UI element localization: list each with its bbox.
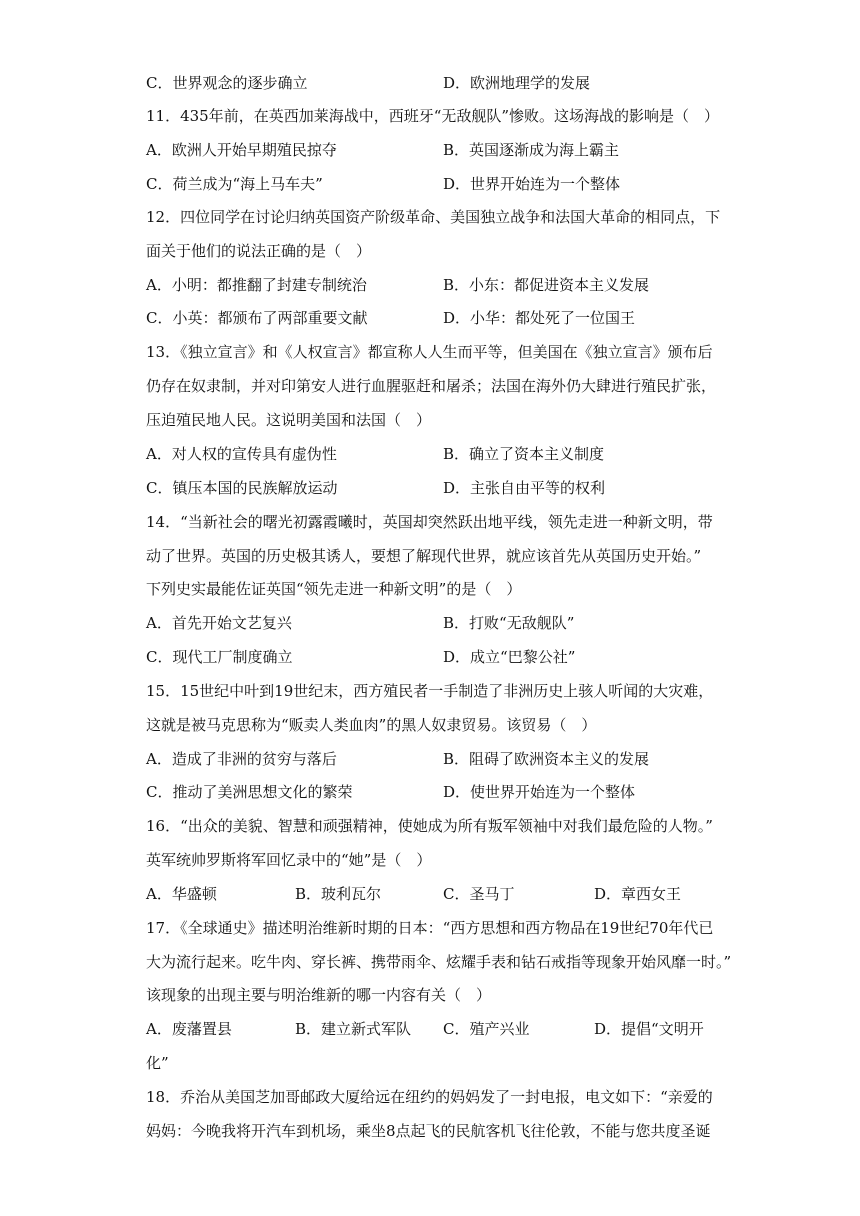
q18-stem-line-2: 妈妈：今晚我将开汽车到机场，乘坐8点起飞的民航客机飞往伦敦，不能与您共度圣诞 — [146, 1122, 711, 1140]
q15-option-c: C．推动了美洲思想文化的繁荣 — [146, 783, 353, 801]
q13-option-d: D．主张自由平等的权利 — [443, 479, 606, 497]
q15-stem-line-2: 这就是被马克思称为“贩卖人类血肉”的黑人奴隶贸易。该贸易（ ） — [146, 716, 597, 734]
q17-option-c: C．殖产兴业 — [443, 1020, 530, 1038]
q17-stem-line-2: 大为流行起来。吃牛肉、穿长裤、携带雨伞、炫耀手表和钻石戒指等现象开始风靡一时。” — [146, 953, 732, 971]
q16-option-d: D．章西女王 — [594, 885, 682, 903]
q12-stem-line-1: 12．四位同学在讨论归纳英国资产阶级革命、美国独立战争和法国大革命的相同点，下 — [146, 208, 721, 226]
q11-option-a: A．欧洲人开始早期殖民掠夺 — [146, 141, 337, 159]
q12-option-c: C．小英：都颁布了两部重要文献 — [146, 309, 368, 327]
q14-option-c: C．现代工厂制度确立 — [146, 648, 293, 666]
q16-stem-line-2: 英军统帅罗斯将军回忆录中的“她”是（ ） — [146, 851, 432, 869]
q16-stem-line-1: 16．“出众的美貌、智慧和顽强精神，使她成为所有叛军领袖中对我们最危险的人物。” — [146, 817, 713, 835]
q13-option-b: B．确立了资本主义制度 — [443, 445, 605, 463]
q17-stem-line-3: 该现象的出现主要与明治维新的哪一内容有关（ ） — [146, 986, 492, 1004]
q11-option-d: D．世界开始连为一个整体 — [443, 175, 621, 193]
q17-stem-line-1: 17．《全球通史》描述明治维新时期的日本：“西方思想和西方物品在19世纪70年代已 — [146, 919, 714, 937]
q13-stem-line-1: 13．《独立宣言》和《人权宣言》都宣称人人生而平等，但美国在《独立宣言》颁布后 — [146, 343, 713, 361]
q10-option-c: C．世界观念的逐步确立 — [146, 74, 308, 92]
q14-option-d: D．成立“巴黎公社” — [443, 648, 576, 666]
q14-option-b: B．打败“无敌舰队” — [443, 614, 575, 632]
q14-stem-line-2: 动了世界。英国的历史极其诱人，要想了解现代世界，就应该首先从英国历史开始。” — [146, 547, 702, 565]
q11-option-c: C．荷兰成为“海上马车夫” — [146, 175, 323, 193]
q17-option-a: A．废藩置县 — [146, 1020, 232, 1038]
q12-option-d: D．小华：都处死了一位国王 — [443, 309, 636, 327]
q15-option-b: B．阻碍了欧洲资本主义的发展 — [443, 750, 650, 768]
q14-stem-line-3: 下列史实最能佐证英国“领先走进一种新文明”的是（ ） — [146, 580, 522, 598]
q15-option-a: A．造成了非洲的贫穷与落后 — [146, 750, 337, 768]
q13-option-c: C．镇压本国的民族解放运动 — [146, 479, 338, 497]
q17-option-d: D．提倡“文明开 — [594, 1020, 704, 1038]
q17-option-b: B．建立新式军队 — [295, 1020, 412, 1038]
q17-option-d-wrap: 化” — [146, 1054, 169, 1072]
q12-option-b: B．小东：都促进资本主义发展 — [443, 276, 650, 294]
q12-stem-line-2: 面关于他们的说法正确的是（ ） — [146, 242, 372, 260]
q16-option-a: A．华盛顿 — [146, 885, 217, 903]
q14-stem-line-1: 14．“当新社会的曙光初露霞曦时，英国却突然跃出地平线，领先走进一种新文明，带 — [146, 513, 713, 531]
q18-stem-line-1: 18．乔治从美国芝加哥邮政大厦给远在纽约的妈妈发了一封电报，电文如下：“亲爱的 — [146, 1088, 713, 1106]
q15-stem-line-1: 15．15世纪中叶到19世纪末，西方殖民者一手制造了非洲历史上骇人听闻的大灾难， — [146, 682, 714, 700]
q13-stem-line-3: 压迫殖民地人民。这说明美国和法国（ ） — [146, 411, 432, 429]
q14-option-a: A．首先开始文艺复兴 — [146, 614, 292, 632]
q16-option-c: C．圣马丁 — [443, 885, 515, 903]
q12-option-a: A．小明：都推翻了封建专制统治 — [146, 276, 367, 294]
q11-stem-line-1: 11．435年前，在英西加莱海战中，西班牙“无敌舰队”惨败。这场海战的影响是（ ） — [146, 107, 720, 125]
q13-option-a: A．对人权的宣传具有虚伪性 — [146, 445, 337, 463]
q15-option-d: D．使世界开始连为一个整体 — [443, 783, 636, 801]
q16-option-b: B．玻利瓦尔 — [295, 885, 382, 903]
q13-stem-line-2: 仍存在奴隶制，并对印第安人进行血腥驱赶和屠杀；法国在海外仍大肆进行殖民扩张， — [146, 377, 717, 395]
q10-option-d: D．欧洲地理学的发展 — [443, 74, 591, 92]
q11-option-b: B．英国逐渐成为海上霸主 — [443, 141, 620, 159]
